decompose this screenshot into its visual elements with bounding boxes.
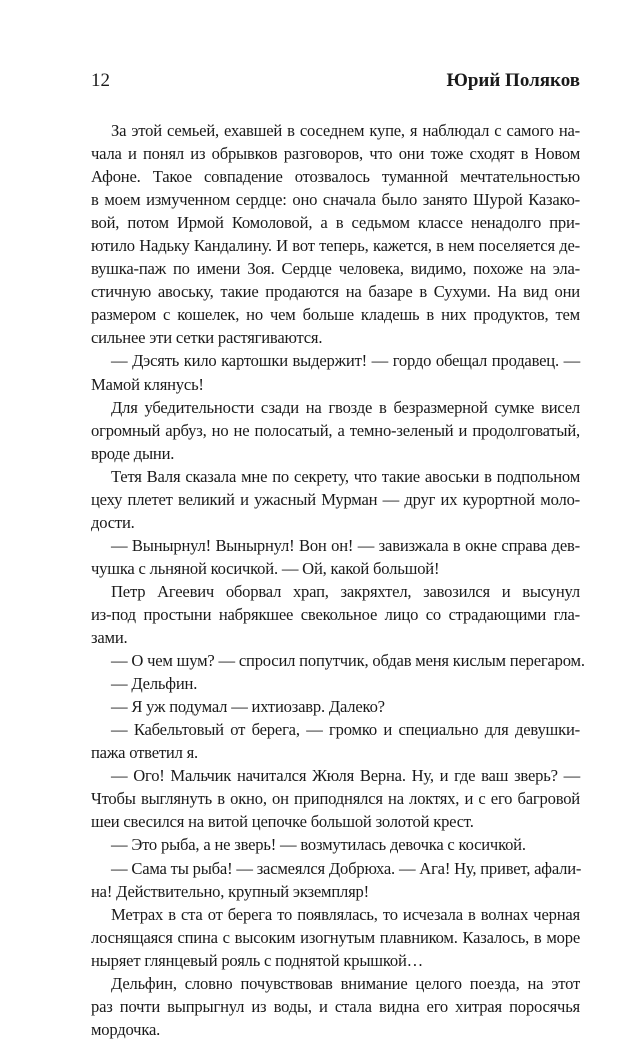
page-number: 12: [91, 70, 110, 91]
text-line: шеи свесился на витой цепочке большой золотой крест.: [91, 812, 474, 832]
text-line: Тетя Валя сказала мне по секрету, что такие авоськи в подпольном: [111, 466, 580, 486]
text-line: — Кабельтовый от берега, — громко и специально для девушки-: [111, 720, 580, 740]
text-line: размером с кошелек, но чем больше кладешь в них продуктов, тем: [91, 305, 580, 325]
text-line: мордочка.: [91, 1019, 161, 1039]
text-line: Чтобы выглянуть в окно, он приподнялся на локтях, и с его багровой: [91, 789, 580, 809]
text-line: Метрах в ста от берега то появлялась, то исчезала в волнах черная: [111, 904, 580, 924]
text-line: стичную авоську, такие продаются на базаре в Сухуми. На вид они: [91, 282, 580, 302]
text-line: чушка с льняной косичкой. — Ой, какой большой!: [91, 558, 440, 578]
text-line: — Я уж подумал — ихтиозавр. Далеко?: [111, 697, 385, 717]
text-line: — Это рыба, а не зверь! — возмутилась девочка с косичкой.: [111, 835, 526, 855]
text-line: сильнее эти сетки растягиваются.: [91, 328, 323, 348]
text-line: на! Действительно, крупный экземпляр!: [91, 881, 369, 901]
text-line: вроде дыни.: [91, 443, 175, 463]
text-line: — Дельфин.: [111, 674, 198, 694]
text-line: цеху плетет великий и ужасный Мурман — друг их курортной моло-: [91, 489, 580, 509]
text-line: из-под простыни набрякшее свекольное лицо со страдающими гла-: [91, 604, 580, 624]
text-line: Петр Агеевич оборвал храп, закряхтел, завозился и высунул: [111, 581, 580, 601]
text-line: вой, потом Ирмой Комоловой, а в седьмом классе ненадолго при-: [91, 213, 580, 233]
text-line: Мамой клянусь!: [91, 374, 204, 394]
running-header: [91, 70, 580, 96]
text-line: За этой семьей, ехавшей в соседнем купе, я наблюдал с самого на-: [111, 121, 580, 140]
text-line: Для убедительности сзади на гвозде в безразмерной сумке висел: [111, 397, 580, 417]
text-line: — Дэсять кило картошки выдержит! — гордо обещал продавец. —: [111, 351, 580, 371]
text-line: — Вынырнул! Вынырнул! Вон он! — завизжала в окне справа дев-: [111, 535, 580, 555]
text-line: — Сама ты рыба! — засмеялся Добрюха. — Ага! Ну, привет, афали-: [111, 858, 582, 878]
text-line: в моем измученном сердце: оно сначала было занято Шурой Казако-: [91, 190, 580, 210]
text-line: — Ого! Мальчик начитался Жюля Верна. Ну, и где ваш зверь? —: [111, 766, 580, 786]
text-line: ныряет глянцевый рояль с поднятой крышкой…: [91, 950, 424, 970]
text-line: дости.: [91, 512, 135, 532]
text-line: — О чем шум? — спросил попутчик, обдав меня кислым перегаром.: [111, 651, 585, 671]
text-line: пажа ответил я.: [91, 743, 198, 763]
text-line: Дельфин, словно почувствовав внимание целого поезда, на этот: [111, 973, 580, 993]
text-line: вушка-паж по имени Зоя. Сердце человека, видимо, похоже на эла-: [91, 259, 580, 279]
text-line: лоснящаяся спина с высоким изогнутым плавником. Казалось, в море: [91, 927, 580, 947]
text-line: огромный арбуз, но не полосатый, а темно-зеленый и продолговатый,: [91, 420, 580, 440]
body-text: [91, 119, 585, 1041]
text-line: Афоне. Такое совпадение отозвалось туманной мечтательностью: [91, 167, 580, 187]
text-line: раз почти выпрыгнул из воды, и стала видна его хитрая поросячья: [91, 996, 580, 1016]
text-line: чала и понял из обрывков разговоров, что они тоже сходят в Новом: [91, 144, 580, 164]
text-line: зами.: [91, 628, 128, 648]
author-name: Юрий Поляков: [446, 70, 580, 91]
text-line: ютило Надьку Кандалину. И вот теперь, кажется, в нем поселяется де-: [91, 236, 580, 256]
